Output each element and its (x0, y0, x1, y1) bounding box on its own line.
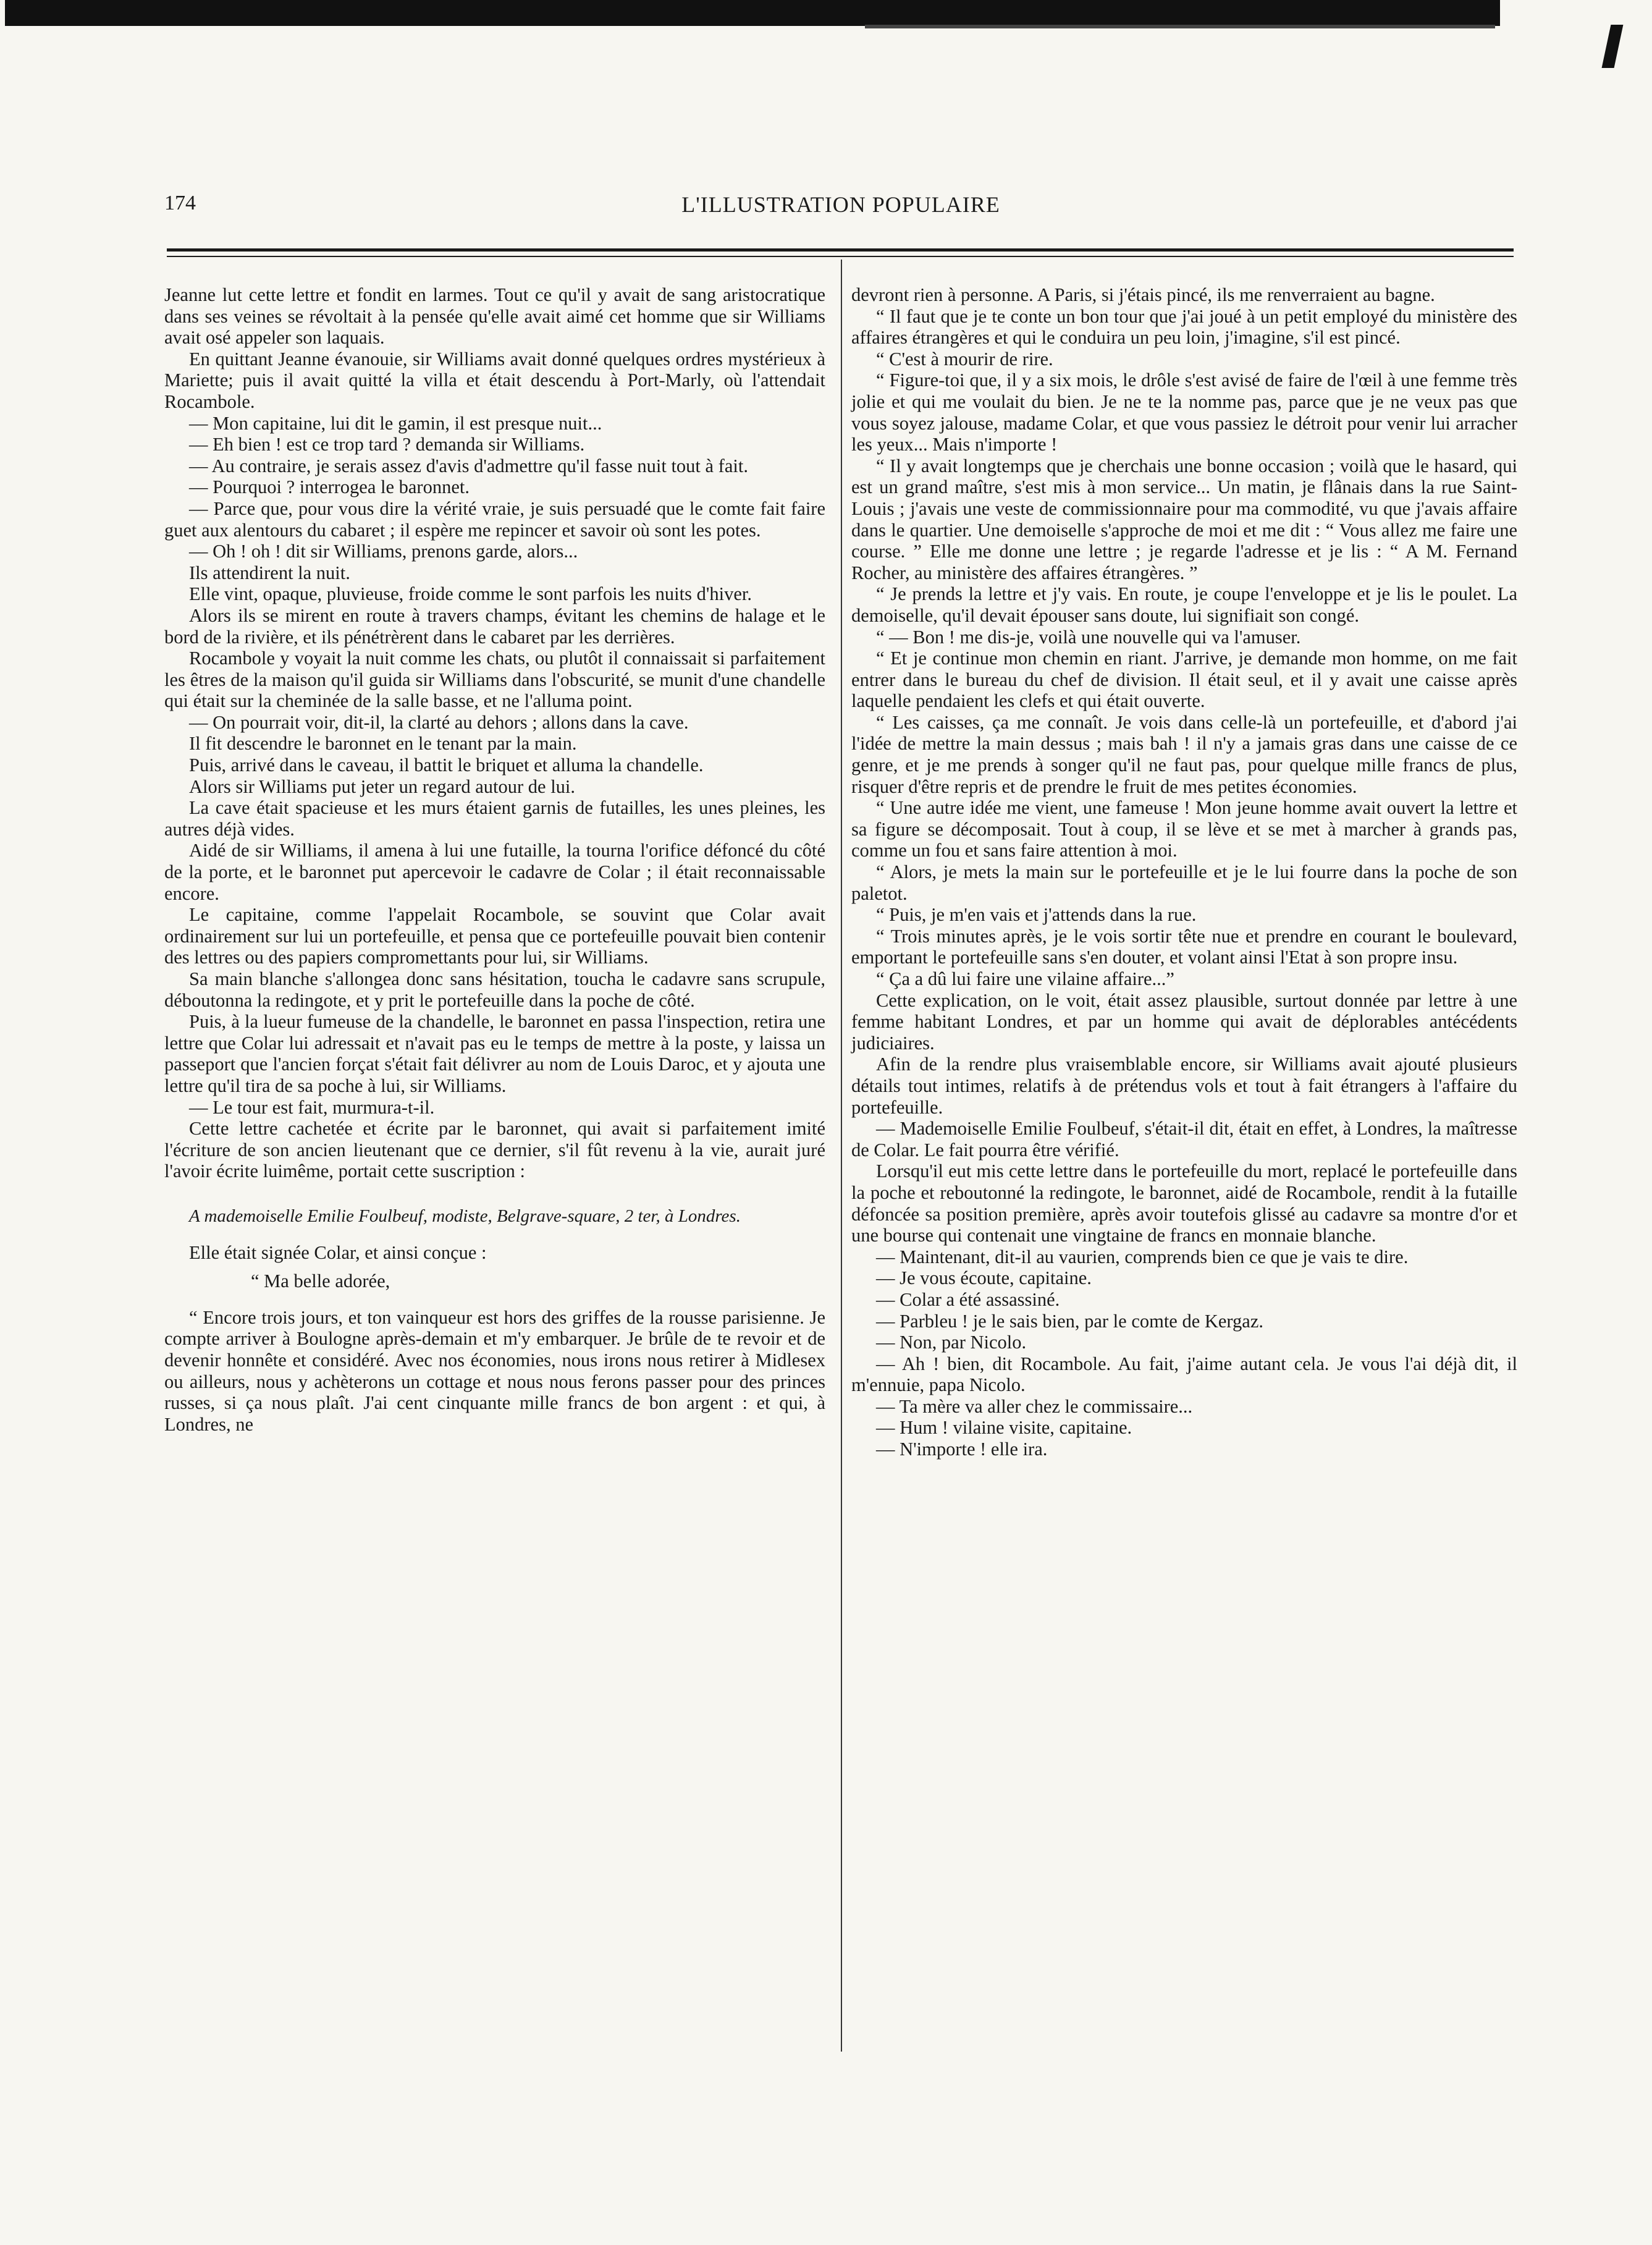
paragraph: Puis, arrivé dans le caveau, il battit le briquet et alluma la chandelle. (189, 755, 704, 776)
paragraph: Cette lettre cachetée et écrite par le baronnet, qui avait si parfaitement imité l'écriture de son ancien lieutenant que ce dernier, s'il fût revenu à la vie, aurait juré l'avoir écrite luimême, portait cette suscription : (164, 1118, 825, 1182)
paragraph: La cave était spacieuse et les murs étaient garnis de futailles, les unes pleines, les autres déjà vides. (164, 797, 825, 840)
paragraph: En quittant Jeanne évanouie, sir Williams avait donné quelques ordres mystérieux à Mariette; puis il avait quitté la villa et était descendu à Port-Marly, où l'attendait Rocambole. (164, 348, 825, 412)
paragraph: “ C'est à mourir de rire. (876, 348, 1053, 370)
scan-top-border-fade (865, 25, 1495, 28)
paragraph: Rocambole y voyait la nuit comme les chats, ou plutôt il connaissait si parfaitement les êtres de la maison qu'il guida sir Williams dans l'obscurité, se munit d'une chandelle qui était sur la cheminée de la salle basse, et ne l'alluma point. (164, 648, 825, 712)
paragraph: — Pourquoi ? interrogea le baronnet. (189, 476, 470, 498)
paragraph: — Maintenant, dit-il au vaurien, comprends bien ce que je vais te dire. (876, 1246, 1409, 1267)
signature-intro: Elle était signée Colar, et ainsi conçue : (189, 1241, 487, 1263)
paragraph: “ — Bon ! me dis-je, voilà une nouvelle qui va l'amuser. (876, 626, 1301, 648)
paragraph: Ils attendirent la nuit. (189, 562, 350, 583)
paragraph: — Parce que, pour vous dire la vérité vraie, je suis persuadé que le comte fait faire guet aux alentours du cabaret ; il espère me repincer et savoir où sont les potes. (164, 497, 825, 541)
paragraph: Alors sir Williams put jeter un regard autour de lui. (189, 776, 576, 797)
paragraph: Elle vint, opaque, pluvieuse, froide comme le sont parfois les nuits d'hiver. (189, 583, 752, 605)
paragraph: “ Je prends la lettre et j'y vais. En route, je coupe l'enveloppe et je lis le poulet. La demoiselle, qu'il devait épouser sans doute, lui signifiait son congé. (851, 583, 1517, 626)
paragraph: Il fit descendre le baronnet en le tenant par la main. (189, 733, 577, 755)
paragraph: — Eh bien ! est ce trop tard ? demanda sir Williams. (189, 434, 585, 455)
paragraph: “ Puis, je m'en vais et j'attends dans la rue. (876, 904, 1197, 926)
header-rule-thick (167, 248, 1514, 252)
paragraph: — Ta mère va aller chez le commissaire... (876, 1395, 1193, 1417)
scan-corner-mark (1602, 25, 1624, 68)
paragraph: “ Et je continue mon chemin en riant. J'arrive, je demande mon homme, on me fait entrer dans le bureau du chef de division. Il était seul, et il y avait une caisse après laquelle pendaient les clefs et qui était ouverte. (851, 648, 1517, 712)
paragraph: “ Figure-toi que, il y a six mois, le drôle s'est avisé de faire de l'œil à une femme très jolie et qui me voulait du bien. Je ne te la nomme pas, parce que je ne veux pas que vous soyez jalouse, madame Colar, et que vous passiez le détroit pour venir lui arracher les yeux... Mais n'importe ! (851, 370, 1517, 455)
paragraph: “ Une autre idée me vient, une fameuse ! Mon jeune homme avait ouvert la lettre et sa figure se décomposait. Tout à coup, il se lève et se met à marcher à grands pas, comme un fou et sans faire attention à moi. (851, 797, 1517, 861)
paragraph: Puis, à la lueur fumeuse de la chandelle, le baronnet en passa l'inspection, retira une lettre que Colar lui adressait et n'avait pas eu le temps de mettre à la poste, y laissa un passeport que l'ancien forçat s'était fait délivrer au nom de Louis Daroc, et y ajouta une lettre qu'il tira de sa poche à lui, sir Williams. (164, 1011, 825, 1096)
page-header (164, 185, 1517, 222)
page-number: 174 (164, 192, 196, 214)
paragraph: — Parbleu ! je le sais bien, par le comte de Kergaz. (876, 1310, 1263, 1332)
paragraph: — Oh ! oh ! dit sir Williams, prenons garde, alors... (189, 541, 578, 562)
paragraph: — Le tour est fait, murmura-t-il. (189, 1096, 435, 1118)
paragraph: “ Alors, je mets la main sur le portefeuille et je le lui fourre dans la poche de son paletot. (851, 861, 1517, 904)
paragraph: “ Les caisses, ça me connaît. Je vois dans celle-là un portefeuille, et d'abord j'ai l'idée de mettre la main dessus ; mais bah ! il n'y a jamais gras dans une caisse de ce genre, et je me prends à songer qu'il ne faut pas, pour quelque mille francs de plus, risquer d'être repris et de prendre le fruit de mes petites économies. (851, 711, 1517, 797)
paragraph: “ Trois minutes après, je le vois sortir tête nue et prendre en courant le boulevard, emportant le portefeuille sans s'en douter, et volant ainsi l'Etat à son propre insu. (851, 925, 1517, 968)
paragraph: Sa main blanche s'allongea donc sans hésitation, toucha le cadavre sans scrupule, déboutonna la redingote, et y prit le portefeuille dans la poche de côté. (164, 968, 825, 1011)
paragraph: — On pourrait voir, dit-il, la clarté au dehors ; allons dans la cave. (189, 711, 689, 733)
paragraph: — Mon capitaine, lui dit le gamin, il est presque nuit... (189, 412, 602, 434)
paragraph: “ Ça a dû lui faire une vilaine affaire...” (876, 968, 1174, 989)
letter-body-start: “ Encore trois jours, et ton vainqueur est hors des griffes de la rousse parisienne. Je compte arriver à Boulogne après-demain et m'y embarquer. Je brûle de te revoir et de devenir honnête et considéré. Avec nos économies, nous irons nous retirer à Midlesex ou ailleurs, nous y achèterons un cottage et nous nous ferons passer pour des princes russes, si ça nous plaît. J'ai cent cinquante mille francs de bon argent : et qui, à Londres, ne (164, 1306, 825, 1435)
paragraph: devront rien à personne. A Paris, si j'étais pincé, ils me renverraient au bagne. (851, 284, 1435, 305)
letter-greeting: “ Ma belle adorée, (251, 1270, 390, 1292)
paragraph: Cette explication, on le voit, était assez plausible, surtout donnée par lettre à une femme habitant Londres, et par un homme qui avait de déplorables antécédents judiciaires. (851, 989, 1517, 1054)
left-column (164, 284, 825, 1435)
paragraph: Aidé de sir Williams, il amena à lui une futaille, la tourna l'orifice défoncé du côté de la porte, et le baronnet put apercevoir le cadavre de Colar ; il était reconnaissable encore. (164, 840, 825, 904)
paragraph: Alors ils se mirent en route à travers champs, évitant les chemins de halage et le bord de la rivière, et ils pénétrèrent dans le cabaret par les derrières. (164, 604, 825, 648)
paragraph: Lorsqu'il eut mis cette lettre dans le portefeuille du mort, replacé le portefeuille dans la poche et reboutonné la redingote, le baronnet, aidé de Rocambole, rendit à la futaille défoncée sa position première, après avoir toutefois glissé au cadavre sa montre d'or et une bourse qui contenait une vingtaine de francs en monnaie blanche. (851, 1161, 1517, 1246)
header-rule-thin (167, 256, 1514, 257)
paragraph: — Mademoiselle Emilie Foulbeuf, s'était-il dit, était en effet, à Londres, la maîtresse de Colar. Le fait pourra être vérifié. (851, 1118, 1517, 1161)
paragraph: Jeanne lut cette lettre et fondit en larmes. Tout ce qu'il y avait de sang aristocratique dans ses veines se révoltait à la pensée qu'elle avait aimé cet homme que sir Williams avait osé appeler son laquais. (164, 284, 825, 349)
scan-top-border (5, 0, 1500, 26)
paragraph: — Ah ! bien, dit Rocambole. Au fait, j'aime autant cela. Je vous l'ai déjà dit, il m'ennuie, papa Nicolo. (851, 1353, 1517, 1396)
running-title: L'ILLUSTRATION POPULAIRE (681, 192, 1000, 217)
right-column (851, 284, 1517, 1460)
paragraph: — Au contraire, je serais assez d'avis d'admettre qu'il fasse nuit tout à fait. (189, 455, 748, 476)
paragraph: — Je vous écoute, capitaine. (876, 1267, 1092, 1289)
paragraph: — Hum ! vilaine visite, capitaine. (876, 1417, 1132, 1439)
paragraph: “ Il y avait longtemps que je cherchais une bonne occasion ; voilà que le hasard, qui est un grand maître, s'est mis à mon service... Un matin, je flânais dans la rue Saint-Louis ; j'avais une veste de commissionnaire pour ma commodité, vu que j'avais affaire dans le quartier. Une demoiselle s'approche de moi et me dit : “ Vous allez me faire une course. ” Elle me donne une lettre ; je regarde l'adresse et je lis : “ A M. Fernand Rocher, au ministère des affaires étrangères. ” (851, 455, 1517, 583)
letter-address: A mademoiselle Emilie Foulbeuf, modiste, Belgrave-square, 2 ter, à Londres. (189, 1206, 741, 1226)
paragraph: Afin de la rendre plus vraisemblable encore, sir Williams avait ajouté plusieurs détails tout intimes, relatifs à de prétendus vols et tout à fait étrangers à l'affaire du portefeuille. (851, 1054, 1517, 1118)
paragraph: — Non, par Nicolo. (876, 1332, 1027, 1353)
paragraph: — Colar a été assassiné. (876, 1288, 1060, 1310)
column-divider (841, 260, 842, 2052)
paragraph: “ Il faut que je te conte un bon tour que j'ai joué à un petit employé du ministère des affaires étrangères et qui le conduira un peu loin, j'imagine, s'il est pincé. (851, 305, 1517, 349)
paragraph: Le capitaine, comme l'appelait Rocambole, se souvint que Colar avait ordinairement sur lui un portefeuille, et pensa que ce portefeuille pouvait bien contenir des lettres ou des papiers compromettants pour lui, sir Williams. (164, 904, 825, 968)
paragraph: — N'importe ! elle ira. (876, 1439, 1048, 1460)
